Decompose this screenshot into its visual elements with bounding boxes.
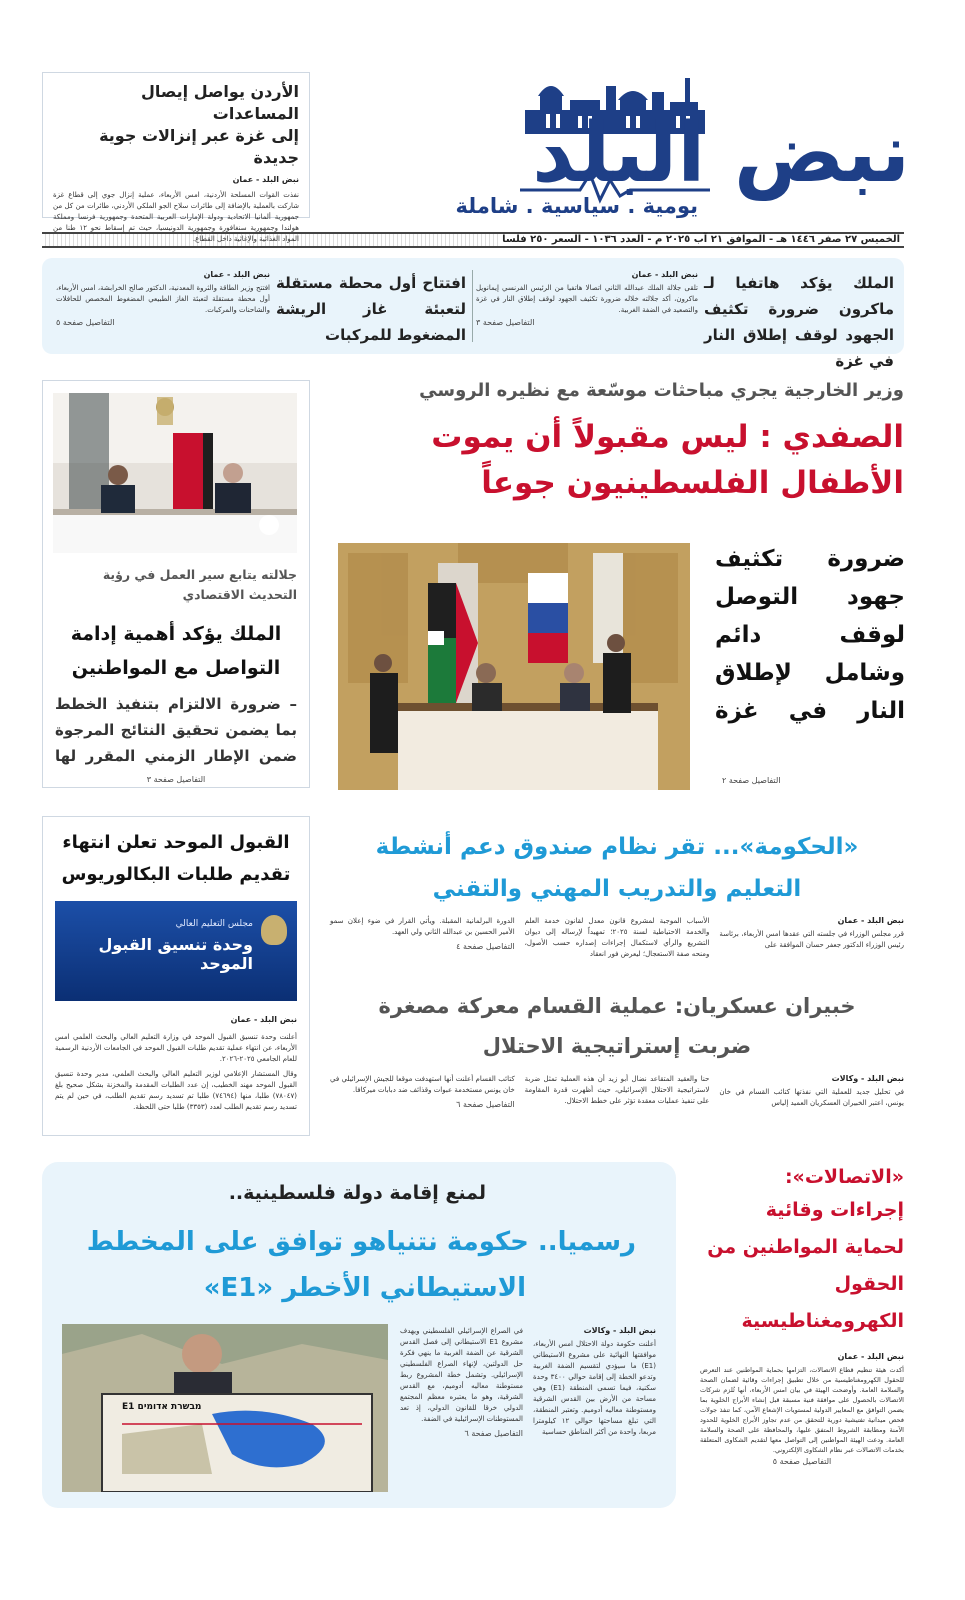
aid-story-tag: نبض البلد - عمان — [232, 175, 299, 184]
e1-tag: نبض البلد - وكالات — [583, 1326, 656, 1335]
comms-story — [700, 1162, 904, 1508]
experts-more[interactable]: التفاصيل صفحة ٦ — [456, 1100, 515, 1109]
newspaper-logo: نبض البلد — [532, 106, 910, 201]
strip-left-tag: نبض البلد - عمان — [203, 270, 270, 279]
strip-right-title: الملك يؤكد هاتفيا لـ ماكرون ضرورة تكثيف الجهود لوقف إطلاق النار في غزة — [704, 274, 894, 370]
experts-col-3: كتائب القسام أعلنت أنها استهدفت موقعا للجيش الإسرائيلي في خان يونس مستخدمة عبوات وقذائف ضد دبابات ميركافا. — [329, 1075, 515, 1094]
experts-headline-1: خبيران عسكريان: عملية القسام معركة مصغرة — [378, 994, 856, 1018]
experts-headline-2: ضربت إستراتيجية الاحتلال — [482, 1034, 752, 1058]
masthead — [350, 70, 910, 230]
admission-title: القبول الموحد تعلن انتهاء تقديم طلبات البكالوريوس — [61, 832, 291, 885]
experts-tag: نبض البلد - وكالات — [831, 1074, 904, 1083]
gov-headline: «الحكومة»... تقر نظام صندوق دعم أنشطة التعليم والتدريب المهني والتقني — [375, 834, 859, 902]
e1-headline-1: رسميا.. حكومة نتنياهو توافق على المخطط — [86, 1227, 636, 1257]
king-caption: جلالته يتابع سير العمل في رؤية التحديث الاقتصادي — [102, 567, 297, 602]
e1-col-1: أعلنت حكومة دولة الاحتلال امس الأربعاء، موافقتها النهائية على مشروع الاستيطاني (E1) ما سيؤدي لتقسيم الضفة الغربية وتدعو الخطة إلى إقامة حوالي ٣٤٠٠ وحدة سكنية، فيما تسمى المنطقة (E1) وهي مساحة من الأرض بين القدس الشرقية ومستوطنة معاليه أدوميم. وتعتبر المنطقة، التي تبلغ مساحتها حوالي ١٢ كيلومترا مربعا، واحدة من أكثر المناطق حساسية — [533, 1340, 656, 1436]
lead-photo — [338, 543, 690, 790]
lead-subhead: ضرورة تكثيف جهود التوصل لوقف دائم وشامل لإطلاق النار في غزة — [715, 546, 905, 724]
king-title: الملك يؤكد أهمية إدامة التواصل مع المواطنين — [70, 623, 282, 679]
strip-left-title: افتتاح أول محطة مستقلة لتعبئة غاز الريشة المضغوط للمركبات — [276, 274, 466, 344]
e1-col-2: في الصراع الإسرائيلي الفلسطيني ويهدف مشروع E1 الاستيطاني إلى فصل القدس الشرقية عن الضفة الغربية ما ينهي فكرة حل الدولتين، لإنهاء الصراع الفلسطيني الإسرائيلي. وتشمل خطة المشروع ربط مستوطنة معاليه أدوميم، مع القدس الشرقية، وهو ما يعتبره معظم المجتمع الدولي خرقا للقانون الدولي، إذ تعد المستوطنات الإسرائيلية في الضفة. — [400, 1327, 524, 1423]
comms-kicker: «الاتصالات»: — [784, 1166, 904, 1188]
admission-banner — [55, 901, 297, 1001]
admission-body-1: أعلنت وحدة تنسيق القبول الموحد في وزارة التعليم العالي والبحث العلمي امس الأربعاء، عن انتهاء عملية تقديم طلبات القبول الموحد في الجامعات الأردنية الرسمية للعام الجامعي ٢٠٢٥-٢٠٢٦. — [55, 1033, 297, 1063]
lead-kicker: وزير الخارجية يجري مباحثات موسّعة مع نظيره الروسي — [419, 380, 904, 401]
strip-right-body: تلقى جلالة الملك عبدالله الثاني اتصالا هاتفيا من الرئيس الفرنسي إيمانويل ماكرون، أكد جلالته خلاله ضرورة تكثيف الجهود لوقف إطلاق النار في غزة والتصعيد في الضفة الغربية. — [476, 284, 698, 314]
comms-headline: إجراءات وقائية لحماية المواطنين من الحقول الكهرومغناطيسية — [707, 1199, 904, 1332]
lead-more[interactable]: التفاصيل صفحة ٢ — [722, 776, 781, 785]
e1-kicker: لمنع إقامة دولة فلسطينية.. — [228, 1182, 486, 1204]
king-subtitle: – ضرورة الالتزام بتنفيذ الخطط بما يضمن تحقيق النتائج المرجوة ضمن الإطار الزمني المقرر لها — [55, 695, 297, 765]
e1-headline-2: الاستيطاني الأخطر «E1» — [203, 1273, 526, 1303]
experts-col-1: في تحليل جديد للعملية التي نفذتها كتائب القسام في خان يونس، اعتبر الخبيران العسكريان العميد إلياس — [719, 1088, 904, 1107]
e1-more[interactable]: التفاصيل صفحة ٦ — [464, 1429, 523, 1438]
minister-map-photo-icon — [62, 1324, 388, 1492]
gov-tag: نبض البلد - عمان — [837, 916, 904, 925]
experts-col-2: حنا والعقيد المتقاعد نضال أبو زيد أن هذه العملية تمثل ضربة لاستراتيجية الاحتلال الإسرائيلي، حيث أظهرت قدرة المقاومة على تنفيذ عمليات معقدة تؤثر على خطط الاحتلال. — [524, 1075, 710, 1105]
admission-box — [42, 816, 310, 1136]
king-more[interactable]: التفاصيل صفحة ٣ — [146, 775, 206, 784]
admission-banner-small: مجلس التعليم العالي — [175, 919, 253, 929]
comms-tag: نبض البلد - عمان — [837, 1352, 904, 1361]
comms-body: أكدت هيئة تنظيم قطاع الاتصالات، التزامها بحماية المواطنين عند التعرض للحقول الكهرومغناطيسية من خلال تطبيق إجراءات وقائية لضمان الصحة والسلامة العامة. وأوضحت الهيئة في بيان امس الأربعاء، أنها تُلزم شركات الاتصالات بالحصول على موافقة فنية مسبقة قبل إنشاء الأبراج الخلوية بما يضمن التوافق مع المعايير الدولية لمستويات الإشعاع الآمن، كما تنفذ جولات فحص ميدانية تفتيشية دورية للتحقق من عدم تجاوز الأبراج الخلوية للحدود الآمنة ومطابقة الشروط المتفق عليها، والمحافظة على الصحة والسلامة العامة. ودعت الهيئة المواطنين إلى التواصل معها لتقديم الشكاوى المتعلقة بخدمات الاتصالات عبر نظام الشكاوى الإلكتروني. — [700, 1366, 904, 1454]
king-story-box — [42, 380, 310, 788]
strip-story-left — [52, 266, 466, 348]
strip-divider — [472, 270, 473, 342]
dateline: الخميس ٢٧ صفر ١٤٤٦ هـ - الموافق ٢١ آب ٢٠٢٥ م - العدد ١٠٣٦ - السعر ٢٥٠ فلسا — [498, 234, 904, 246]
strip-right-more[interactable]: التفاصيل صفحة ٣ — [476, 318, 535, 327]
gov-col-1: قرر مجلس الوزراء في جلسته التي عقدها امس الأربعاء، برئاسة رئيس الوزراء الدكتور جعفر حسان الموافقة على — [719, 930, 904, 949]
e1-story-box — [42, 1162, 676, 1508]
gov-col-2: الأسباب الموجبة لمشروع قانون معدل لقانون خدمة العلم والخدمة الاحتياطية لسنة ٢٠٢٥؛ تمهيداً لإرساله إلى ديوان التشريع والرأي لاستكمال إجراءات إصداره حسب الأصول، ومنحه صفة الاستعجال؛ ليعرض فور انعقاد — [524, 917, 710, 958]
top-strip — [42, 258, 904, 370]
aid-story-title-1: الأردن يواصل إيصال المساعدات — [140, 82, 299, 123]
strip-story-right — [474, 266, 894, 370]
lead-headline-2: الأطفال الفلسطينيون جوعاً — [481, 465, 904, 501]
emblem-icon — [261, 915, 287, 945]
aid-story-title-2: إلى غزة عبر إنزالات جوية جديدة — [99, 126, 299, 167]
lead-headline-1: الصفدي : ليس مقبولاً أن يموت — [431, 419, 904, 455]
strip-left-more[interactable]: التفاصيل صفحة ٥ — [56, 318, 115, 327]
admission-banner-text: وحدة تنسيق القبول الموحد — [98, 935, 253, 973]
experts-story — [330, 986, 904, 1136]
admission-body-2: وقال المستشار الإعلامي لوزير التعليم العالي والبحث العلمي، مدير وحدة تنسيق القبول الموحد مهند الخطيب، إن عدد الطلبات المقدمة والمخزنة بشكل صحيح بلغ (٧٨٠٤٧) طلبا، منها (٧٤٦٩٤) طلبا تم تسديد رسم تقديم الطلب، في حين لم يتم تسديد رسم تقديم الطلب لعدد (٣٣٥٣) طلبا حتى اللحظة. — [55, 1070, 297, 1111]
e1-photo — [62, 1324, 388, 1492]
gov-story — [330, 826, 904, 966]
king-meeting-photo-icon — [53, 393, 297, 553]
strip-right-tag: نبض البلد - عمان — [631, 270, 698, 279]
slogan: يومية . سياسية . شاملة — [455, 194, 698, 218]
admission-tag: نبض البلد - عمان — [230, 1015, 297, 1024]
strip-left-body: افتتح وزير الطاقة والثروة المعدنية، الدكتور صالح الخرابشة، امس الأربعاء، أول محطة مستقلة لتعبئة الغاز الطبيعي المضغوط المخصص للحافلات والشاحنات والمركبات. — [56, 284, 270, 314]
aid-story-box — [42, 72, 310, 243]
meeting-photo-icon — [338, 543, 690, 790]
e1-map-label: מבשרת אדומים E1 — [122, 1402, 202, 1412]
aid-story-body: نفذت القوات المسلحة الأردنية، امس الأربعاء، عملية إنزال جوي إلى قطاع غزة شاركت بالعملية بالإضافة إلى طائرات سلاح الجو الملكي الأردني، طائرات من كل من جمهورية ألمانيا الاتحادية ودولة الإمارات العربية المتحدة وجمهورية فرنسا ومملكة هولندا وجمهورية سنغافورة وجمهورية الدونيسيا، حيث تم إسقاط نحو ١٢ طنا من المواد الغذائية والإغاثية داخل القطاع. — [53, 191, 299, 243]
gov-col-3: الدورة البرلمانية المقبلة. ويأتي القرار في ضوء إعلان سمو الأمير الحسين بن عبدالله الثاني ولي العهد. — [329, 917, 515, 936]
gov-more[interactable]: التفاصيل صفحة ٤ — [456, 942, 515, 951]
king-photo — [53, 393, 297, 553]
comms-more[interactable]: التفاصيل صفحة ٥ — [772, 1457, 832, 1466]
